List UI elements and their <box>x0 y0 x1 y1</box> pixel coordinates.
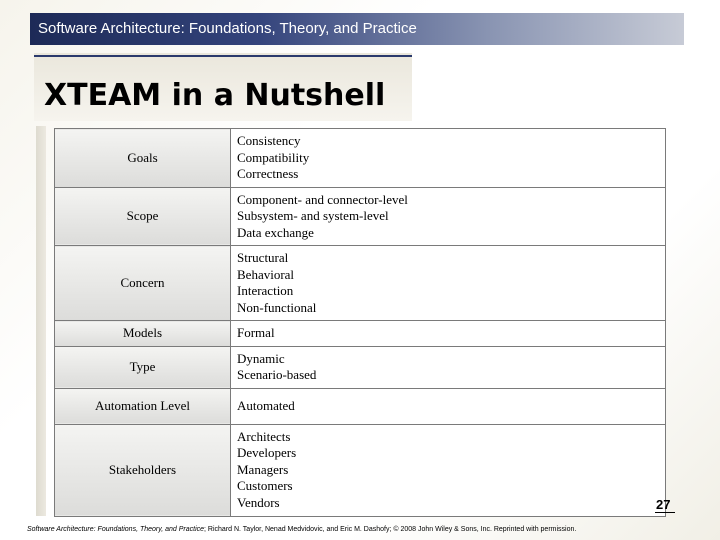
value-line: Non-functional <box>237 299 317 315</box>
row-values-scope <box>231 187 666 246</box>
value-line: Correctness <box>237 166 299 181</box>
page-number: 27 <box>656 497 671 512</box>
row-key-automation-level: Automation Level <box>55 388 231 424</box>
footer-citation <box>27 526 576 533</box>
row-values-stakeholders <box>231 424 666 516</box>
table-row <box>55 187 666 246</box>
value-line: Vendors <box>237 494 280 510</box>
footer-credits: ; Richard N. Taylor, Nenad Medvidovic, and Eric M. Dashofy; © 2008 John Wiley & Sons, Inc. Reprinted with permission. <box>204 526 577 533</box>
value-line: Subsystem- and system-level <box>237 208 389 223</box>
value-line: Automated <box>237 397 295 413</box>
row-key-models: Models <box>55 321 231 347</box>
table-row <box>55 388 666 424</box>
table-shadow <box>36 126 46 516</box>
row-key-goals: Goals <box>55 129 231 188</box>
table-row <box>55 246 666 321</box>
value-line: Dynamic <box>237 350 285 366</box>
header-bar <box>30 13 684 45</box>
header-title: Software Architecture: Foundations, Theory, and Practice <box>38 20 417 37</box>
nutshell-table <box>54 128 666 517</box>
value-line: Developers <box>237 445 297 461</box>
value-line: Customers <box>237 478 293 494</box>
value-line: Formal <box>237 325 275 340</box>
value-line: Scenario-based <box>237 367 317 382</box>
value-line: Managers <box>237 461 289 477</box>
row-key-type: Type <box>55 346 231 388</box>
table-row <box>55 321 666 347</box>
table-row <box>55 424 666 516</box>
footer-book-title: Software Architecture: Foundations, Theory, and Practice <box>27 526 205 533</box>
row-key-scope: Scope <box>55 187 231 246</box>
value-line: Data exchange <box>237 224 314 240</box>
value-line: Structural <box>237 250 289 265</box>
row-values-type <box>231 346 666 388</box>
row-key-concern: Concern <box>55 246 231 321</box>
table-body <box>55 129 666 517</box>
row-values-automation-level <box>231 388 666 424</box>
value-line: Consistency <box>237 133 301 148</box>
row-values-goals <box>231 129 666 188</box>
value-line: Architects <box>237 428 291 444</box>
table-row <box>55 346 666 388</box>
row-key-stakeholders: Stakeholders <box>55 424 231 516</box>
page-number-rule <box>655 512 675 513</box>
value-line: Behavioral <box>237 266 295 282</box>
value-line: Interaction <box>237 283 294 298</box>
title-rule <box>34 55 412 57</box>
value-line: Component- and connector-level <box>237 191 408 207</box>
slide-title: XTEAM in a Nutshell <box>44 78 386 113</box>
table-row <box>55 129 666 188</box>
row-values-models <box>231 321 666 347</box>
value-line: Compatibility <box>237 149 310 165</box>
row-values-concern <box>231 246 666 321</box>
